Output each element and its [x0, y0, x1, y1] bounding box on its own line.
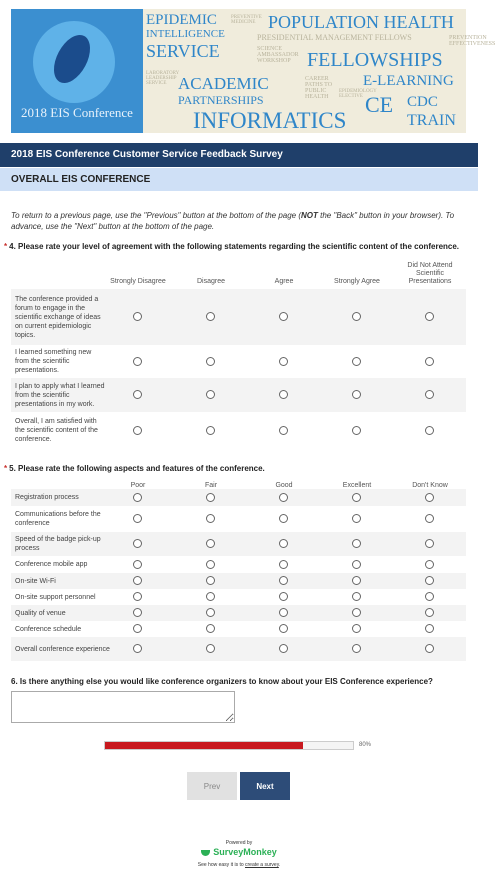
q5-radio-option[interactable] [133, 576, 142, 585]
q5-radio-option[interactable] [279, 608, 288, 617]
q5-matrix-row [11, 621, 466, 637]
banner-word: EPIDEMIOLOGY ELECTIVE [339, 89, 377, 99]
q5-radio-option[interactable] [279, 624, 288, 633]
q4-row-label: Overall, I am satisfied with the scientific content of the conference. [15, 418, 98, 443]
q4-radio-option[interactable] [425, 312, 434, 321]
banner-word: INFORMATICS [193, 108, 347, 133]
q5-radio-option[interactable] [206, 592, 215, 601]
q4-radio-option[interactable] [352, 390, 361, 399]
q5-radio-option[interactable] [206, 560, 215, 569]
q5-radio-option[interactable] [352, 514, 361, 523]
banner-word: PARTNERSHIPS [178, 93, 264, 107]
q5-radio-option[interactable] [352, 644, 361, 653]
globe-logo-icon [33, 21, 115, 103]
banner-word: EPIDEMIC [146, 12, 217, 28]
q4-radio-option[interactable] [206, 312, 215, 321]
banner-word: LABORATORY LEADERSHIP SERVICE [146, 71, 180, 86]
q5-radio-option[interactable] [425, 493, 434, 502]
q5-column-header: Excellent [342, 482, 372, 489]
q4-radio-option[interactable] [425, 426, 434, 435]
prev-button[interactable]: Prev [187, 772, 237, 800]
question-5-title: * 5. Please rate the following aspects and features of the conference. [4, 464, 265, 473]
q5-radio-option[interactable] [425, 514, 434, 523]
banner-word: SCIENCE AMBASSADOR WORKSHOP [257, 46, 299, 64]
q5-matrix-row [11, 605, 466, 621]
powered-by-text: Powered by [225, 840, 253, 846]
q5-matrix-row [11, 556, 466, 573]
q5-radio-option[interactable] [425, 624, 434, 633]
q5-radio-option[interactable] [133, 560, 142, 569]
question-4-title: * 4. Please rate your level of agreement with the following statements regarding the scientific content of the conference. [4, 242, 460, 251]
q5-matrix-row [11, 532, 466, 556]
q5-matrix-row [11, 505, 466, 532]
q4-radio-option[interactable] [352, 312, 361, 321]
required-asterisk-icon: * [4, 242, 8, 251]
q5-column-header: Good [275, 482, 293, 489]
banner-word: ACADEMIC [178, 74, 269, 93]
banner-word: FELLOWSHIPS [307, 49, 443, 71]
q5-radio-option[interactable] [279, 592, 288, 601]
q5-radio-option[interactable] [425, 539, 434, 548]
q5-radio-option[interactable] [206, 624, 215, 633]
q4-radio-option[interactable] [133, 357, 142, 366]
banner-word: PREVENTIVE MEDICINE [231, 15, 262, 25]
q4-radio-option[interactable] [133, 312, 142, 321]
q5-radio-option[interactable] [352, 560, 361, 569]
q4-column-header: Strongly Disagree [110, 278, 166, 285]
q4-row-label: I learned something new from the scientific presentations. [15, 349, 92, 374]
q5-column-header: Fair [204, 482, 218, 489]
q5-row-label: Conference schedule [15, 625, 82, 633]
q5-column-header: Poor [130, 482, 146, 489]
q5-radio-option[interactable] [425, 592, 434, 601]
q4-radio-option[interactable] [133, 390, 142, 399]
q4-column-header: Agree [274, 278, 294, 285]
q5-radio-option[interactable] [133, 539, 142, 548]
q4-row-label: I plan to apply what I learned from the scientific presentations in my work. [15, 382, 105, 408]
next-button[interactable]: Next [240, 772, 290, 800]
q5-radio-option[interactable] [352, 592, 361, 601]
q4-radio-option[interactable] [279, 312, 288, 321]
q5-radio-option[interactable] [206, 514, 215, 523]
q5-radio-option[interactable] [279, 560, 288, 569]
q5-radio-option[interactable] [133, 608, 142, 617]
q5-radio-option[interactable] [279, 539, 288, 548]
banner-word: SERVICE [146, 41, 220, 61]
q5-radio-option[interactable] [133, 644, 142, 653]
q5-radio-option[interactable] [279, 576, 288, 585]
q4-radio-option[interactable] [133, 426, 142, 435]
instructions-text: To return to a previous page, use the "Previous" button at the bottom of the page (NOT the "Back" button in your browser). To advance, use the "Next" button at the bottom of the page. [11, 211, 455, 231]
q4-radio-option[interactable] [279, 357, 288, 366]
q5-radio-option[interactable] [425, 576, 434, 585]
create-survey-link[interactable]: create a survey [245, 862, 279, 868]
q5-radio-option[interactable] [352, 539, 361, 548]
q4-radio-option[interactable] [279, 390, 288, 399]
conference-banner [11, 9, 495, 133]
q5-radio-option[interactable] [206, 539, 215, 548]
q5-row-label: On-site support personnel [15, 593, 96, 601]
q5-matrix-row [11, 573, 466, 589]
q5-row-label: Speed of the badge pick-up process [15, 536, 101, 552]
banner-word: CAREER PATHS TO PUBLIC HEALTH [305, 76, 333, 100]
banner-word: CDC [407, 94, 438, 110]
banner-word: INTELLIGENCE [146, 28, 225, 40]
q5-radio-option[interactable] [133, 493, 142, 502]
q5-radio-option[interactable] [279, 644, 288, 653]
q4-radio-option[interactable] [425, 357, 434, 366]
q5-radio-option[interactable] [279, 493, 288, 502]
question-6-title: 6. Is there anything else you would like conference organizers to know about your EIS Conference experience? [11, 677, 433, 686]
q5-radio-option[interactable] [206, 493, 215, 502]
q4-matrix-row [11, 378, 466, 412]
q4-matrix-row [11, 289, 466, 345]
q5-row-label: Quality of venue [15, 609, 66, 617]
required-asterisk-icon: * [4, 464, 8, 473]
q5-radio-option[interactable] [352, 493, 361, 502]
q5-radio-option[interactable] [133, 624, 142, 633]
q5-matrix-row [11, 489, 466, 506]
banner-word: E-LEARNING [363, 73, 454, 89]
q4-row-label: The conference provided a forum to engage in the scientific exchange of ideas on current epidemiologic topics. [15, 295, 101, 339]
q5-radio-option[interactable] [133, 592, 142, 601]
q4-matrix-row [11, 345, 466, 378]
q5-radio-option[interactable] [206, 576, 215, 585]
q5-radio-option[interactable] [279, 514, 288, 523]
q5-matrix-row [11, 637, 466, 661]
create-survey-footer: See how easy it is to create a survey. [197, 862, 281, 868]
banner-word: PREVENTION EFFECTIVENESS [449, 35, 495, 47]
q4-radio-option[interactable] [206, 426, 215, 435]
q5-row-label: On-site Wi-Fi [15, 577, 56, 585]
progress-fill [105, 742, 303, 749]
q4-radio-option[interactable] [425, 390, 434, 399]
q5-radio-option[interactable] [352, 624, 361, 633]
q4-column-header: Disagree [196, 278, 225, 285]
progress-bar [104, 741, 354, 750]
progress-label: 80% [359, 742, 372, 748]
q5-radio-option[interactable] [206, 644, 215, 653]
q5-radio-option[interactable] [425, 608, 434, 617]
q4-radio-option[interactable] [279, 426, 288, 435]
q4-radio-option[interactable] [352, 426, 361, 435]
q4-radio-option[interactable] [206, 390, 215, 399]
surveymonkey-logo-icon [201, 850, 210, 856]
survey-title-bar: 2018 EIS Conference Customer Service Feedback Survey [0, 143, 478, 167]
q5-column-header: Don't Know [412, 482, 448, 489]
q4-column-header: Strongly Agree [334, 278, 380, 285]
comments-textarea[interactable] [11, 691, 235, 723]
surveymonkey-logo[interactable]: SurveyMonkey [0, 847, 478, 857]
banner-word: CE [365, 92, 394, 117]
q5-radio-option[interactable] [133, 514, 142, 523]
q4-radio-option[interactable] [206, 357, 215, 366]
banner-logo-panel [11, 9, 143, 133]
page-title-bar: OVERALL EIS CONFERENCE [0, 168, 478, 191]
q5-radio-option[interactable] [352, 608, 361, 617]
q4-matrix-row [11, 413, 466, 448]
q5-radio-option[interactable] [425, 644, 434, 653]
q5-row-label: Overall conference experience [15, 645, 110, 653]
banner-conference-label: 2018 EIS Conference [21, 105, 133, 120]
q5-radio-option[interactable] [425, 560, 434, 569]
banner-word: TRAIN [407, 112, 456, 129]
banner-word: PRESIDENTIAL MANAGEMENT FELLOWS [257, 33, 412, 42]
q5-matrix-row [11, 589, 466, 605]
q4-radio-option[interactable] [352, 357, 361, 366]
q5-radio-option[interactable] [352, 576, 361, 585]
q5-row-label: Communications before the conference [15, 510, 101, 527]
q4-column-header: Did Not Attend Scientific Presentations [407, 262, 453, 285]
banner-word: POPULATION HEALTH [268, 12, 454, 32]
q5-row-label: Registration process [15, 494, 79, 501]
q5-row-label: Conference mobile app [15, 561, 88, 568]
q5-radio-option[interactable] [206, 608, 215, 617]
